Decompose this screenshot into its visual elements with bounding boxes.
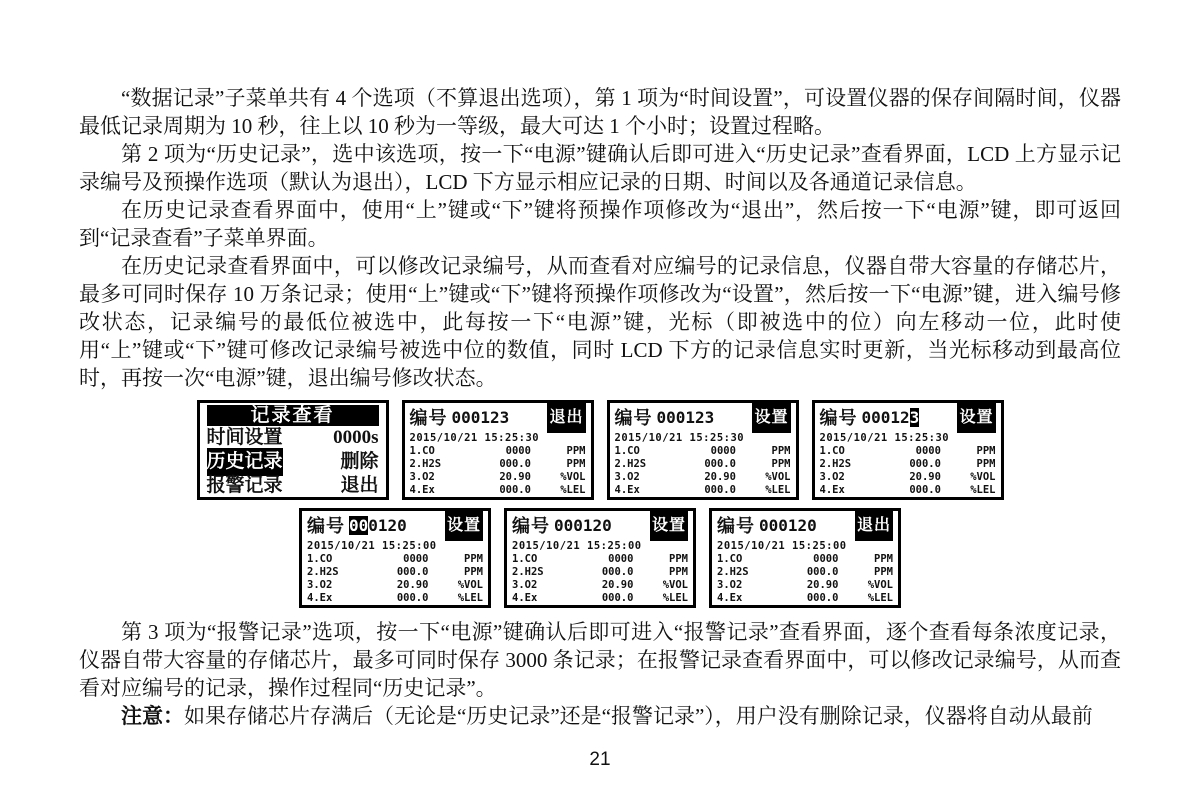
channel-row: 1.CO 0000 PPM [717,553,893,565]
lcd-record-screen-5 [504,508,696,608]
paragraph-edit-record-number: 在历史记录查看界面中，可以修改记录编号，从而查看对应编号的记录信息，仪器自带大容量的存储芯片，最多可同时保存 10 万条记录；使用“上”键或“下”键将预操作项修改为“设置”，然后按一下“电源”键，进入编号修改状态，记录编号的最低位被选中，此每按一下“电源”键，光标（即被选中的位）向左移动一位，此时使用“上”键或“下”键可修改记录编号被选中位的数值，同时 LCD 下方的记录信息实时更新，当光标移动到最高位时，再按一次“电源”键，退出编号修改状态。 [79,254,1121,390]
record-body [610,429,796,497]
record-action-set: 设置 [445,511,483,541]
lcd-screen-row-1 [79,400,1121,500]
record-action-set: 设置 [752,403,790,433]
channel-row: 2.H2S 000.0 PPM [819,458,996,470]
menu-item-delete: 删除 [340,451,379,472]
menu-row-history-record [200,450,386,474]
record-header [610,403,796,429]
selected-digit: 00 [349,515,369,535]
page-content [79,0,1121,774]
channel-row: 1.CO 0000 PPM [819,445,996,457]
menu-item-alarm-record: 报警记录 [206,475,283,496]
menu-item-history-record-selected: 历史记录 [207,448,283,476]
lcd-record-screen-1 [402,400,594,500]
record-datetime: 2015/10/21 15:25:30 [409,432,540,444]
record-number-label: 编号 [717,515,755,536]
record-number-label: 编号 [409,407,448,428]
paragraph-data-record-menu: “数据记录”子菜单共有 4 个选项（不算退出选项），第 1 项为“时间设置”，可设置仪器的保存间隔时间，仪器最低记录周期为 10 秒，往上以 10 秒为一等级，最大可达 1 个小时；设置过程略。 [79,86,1121,138]
lcd-record-screen-6 [709,508,901,608]
channel-row: 3.O2 20.90 %VOL [819,471,996,483]
channel-row: 4.Ex 000.0 %LEL [819,484,996,496]
record-number-label: 编号 [307,515,345,536]
selected-digit: 3 [909,407,920,427]
note-label: 注意： [121,704,184,728]
menu-item-time-setting: 时间设置 [206,427,283,448]
lcd-menu-screen [197,400,389,500]
channel-row: 2.H2S 000.0 PPM [614,458,791,470]
channel-row: 4.Ex 000.0 %LEL [409,484,586,496]
channel-row: 2.H2S 000.0 PPM [512,566,688,578]
channel-row: 4.Ex 000.0 %LEL [614,484,791,496]
record-body [405,429,591,497]
menu-value-interval: 0000s [333,427,379,448]
record-datetime: 2015/10/21 15:25:00 [512,540,642,552]
page-number: 21 [589,749,611,770]
lcd-record-screen-3 [812,400,1004,500]
channel-row: 4.Ex 000.0 %LEL [512,592,688,604]
record-number-value: 000120 [554,515,612,535]
record-number-value: 000123 [451,407,510,427]
record-number-value-with-cursor: 000123 [861,407,920,427]
record-body [507,537,693,605]
channel-row: 3.O2 20.90 %VOL [409,471,586,483]
lcd-record-screen-2 [607,400,799,500]
lcd-record-screen-4 [299,508,491,608]
record-datetime: 2015/10/21 15:25:30 [819,432,950,444]
channel-row: 1.CO 0000 PPM [512,553,688,565]
record-number-label: 编号 [819,407,858,428]
record-header [712,511,898,537]
record-number-value-with-cursor: 000120 [349,515,407,535]
paragraph-history-record-intro: 第 2 项为“历史记录”，选中该选项，按一下“电源”键确认后即可进入“历史记录”查看界面，LCD 上方显示记录编号及预操作选项（默认为退出），LCD 下方显示相应记录的日期、时间以及各通道记录信息。 [79,142,1121,194]
record-number-label: 编号 [512,515,550,536]
channel-row: 1.CO 0000 PPM [614,445,791,457]
paragraph-note [79,702,1121,730]
channel-row: 2.H2S 000.0 PPM [307,566,483,578]
record-datetime: 2015/10/21 15:25:00 [717,540,847,552]
record-header [815,403,1001,429]
channel-row: 3.O2 20.90 %VOL [717,579,893,591]
lcd-screens-figure [79,400,1121,608]
record-body [815,429,1001,497]
channel-row: 1.CO 0000 PPM [307,553,483,565]
record-number-value: 000120 [759,515,817,535]
channel-row: 3.O2 20.90 %VOL [512,579,688,591]
channel-row: 4.Ex 000.0 %LEL [307,592,483,604]
channel-row: 2.H2S 000.0 PPM [409,458,586,470]
lcd-screen-row-2 [79,508,1121,608]
record-action-set: 设置 [650,511,688,541]
record-number-label: 编号 [614,407,653,428]
channel-row: 3.O2 20.90 %VOL [614,471,791,483]
channel-row: 1.CO 0000 PPM [409,445,586,457]
channel-row: 3.O2 20.90 %VOL [307,579,483,591]
note-text: 如果存储芯片存满后（无论是“历史记录”还是“报警记录”），用户没有删除记录，仪器将自动从最前 [184,704,1093,728]
channel-row: 2.H2S 000.0 PPM [717,566,893,578]
menu-row-alarm-record [200,474,386,498]
record-number-value: 000123 [656,407,715,427]
record-body [712,537,898,605]
record-action-exit: 退出 [855,511,893,541]
record-header [302,511,488,537]
record-action-set: 设置 [957,403,995,433]
channel-row: 4.Ex 000.0 %LEL [717,592,893,604]
record-body [302,537,488,605]
record-header [405,403,591,429]
paragraph-alarm-record: 第 3 项为“报警记录”选项，按一下“电源”键确认后即可进入“报警记录”查看界面，逐个查看每条浓度记录，仪器自带大容量的存储芯片，最多可同时保存 3000 条记录；在报警记录查看界面中，可以修改记录编号，从而查看对应编号的记录，操作过程同“历史记录”。 [79,620,1121,700]
record-datetime: 2015/10/21 15:25:30 [614,432,745,444]
menu-row-time-setting [200,426,386,450]
paragraph-exit-operation: 在历史记录查看界面中，使用“上”键或“下”键将预操作项修改为“退出”，然后按一下“电源”键，即可返回到“记录查看”子菜单界面。 [79,198,1121,250]
record-header [507,511,693,537]
record-action-exit: 退出 [547,403,585,433]
record-datetime: 2015/10/21 15:25:00 [307,540,437,552]
menu-title: 记录查看 [207,405,379,426]
menu-item-exit: 退出 [340,475,379,496]
